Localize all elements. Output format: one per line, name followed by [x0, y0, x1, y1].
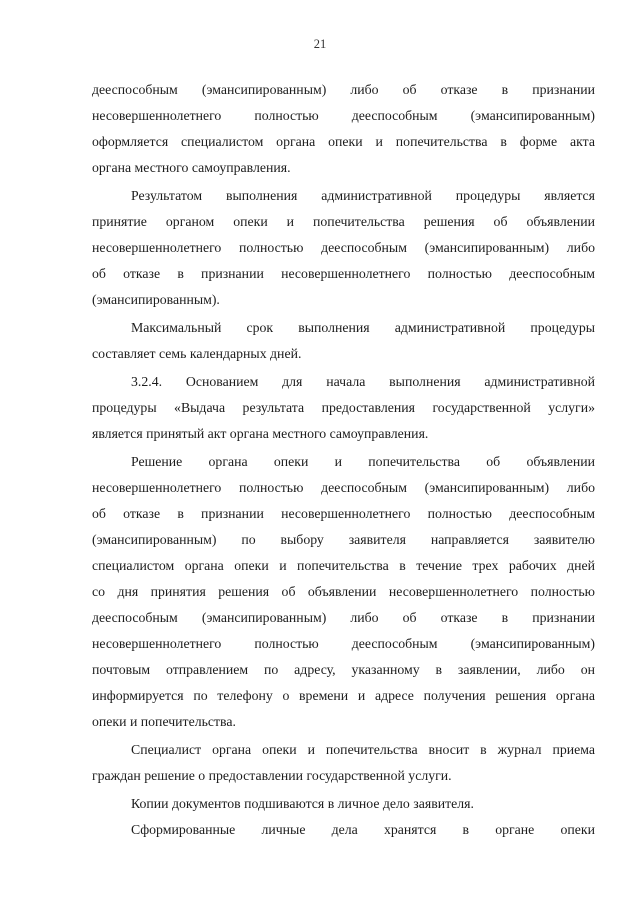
text-line: (эмансипированным) по выбору заявителя направляется заявителю	[92, 532, 595, 547]
text-line: является принятый акт органа местного самоуправления.	[92, 426, 429, 441]
text-line: несовершеннолетнего полностью дееспособным (эмансипированным) либо	[92, 480, 595, 495]
text-line: Максимальный срок выполнения административной процедуры	[131, 320, 595, 335]
text-line: процедуры «Выдача результата предоставления государственной услуги»	[92, 400, 595, 415]
text-line: составляет семь календарных дней.	[92, 346, 302, 361]
text-line: (эмансипированным).	[92, 292, 220, 307]
page-number: 21	[313, 37, 327, 51]
text-line: почтовым отправлением по адресу, указанному в заявлении, либо он	[92, 662, 595, 677]
text-line: дееспособным (эмансипированным) либо об отказе в признании	[92, 610, 595, 625]
text-line: специалистом органа опеки и попечительства в течение трех рабочих дней	[92, 558, 595, 573]
text-line: об отказе в признании несовершеннолетнего полностью дееспособным	[92, 506, 595, 521]
text-line: об отказе в признании несовершеннолетнего полностью дееспособным	[92, 266, 595, 281]
text-line: принятие органом опеки и попечительства решения об объявлении	[92, 214, 595, 229]
text-line: Результатом выполнения административной процедуры является	[131, 188, 595, 203]
text-line: Специалист органа опеки и попечительства вносит в журнал приема	[131, 742, 595, 757]
text-line: несовершеннолетнего полностью дееспособным (эмансипированным)	[92, 636, 595, 651]
text-line: органа местного самоуправления.	[92, 160, 291, 175]
text-line: дееспособным (эмансипированным) либо об отказе в признании	[92, 82, 595, 97]
text-line: несовершеннолетнего полностью дееспособным (эмансипированным)	[92, 108, 595, 123]
text-line: опеки и попечительства.	[92, 714, 236, 729]
text-line: Сформированные личные дела хранятся в органе опеки	[131, 822, 595, 837]
text-line: несовершеннолетнего полностью дееспособным (эмансипированным) либо	[92, 240, 595, 255]
text-line: граждан решение о предоставлении государственной услуги.	[92, 768, 452, 783]
text-line: информируется по телефону о времени и адресе получения решения органа	[92, 688, 595, 703]
text-line: со дня принятия решения об объявлении несовершеннолетнего полностью	[92, 584, 595, 599]
text-line: Решение органа опеки и попечительства об объявлении	[131, 454, 595, 469]
text-line: Копии документов подшиваются в личное дело заявителя.	[131, 796, 474, 811]
text-line: 3.2.4. Основанием для начала выполнения административной	[131, 374, 595, 389]
text-line: оформляется специалистом органа опеки и попечительства в форме акта	[92, 134, 595, 149]
